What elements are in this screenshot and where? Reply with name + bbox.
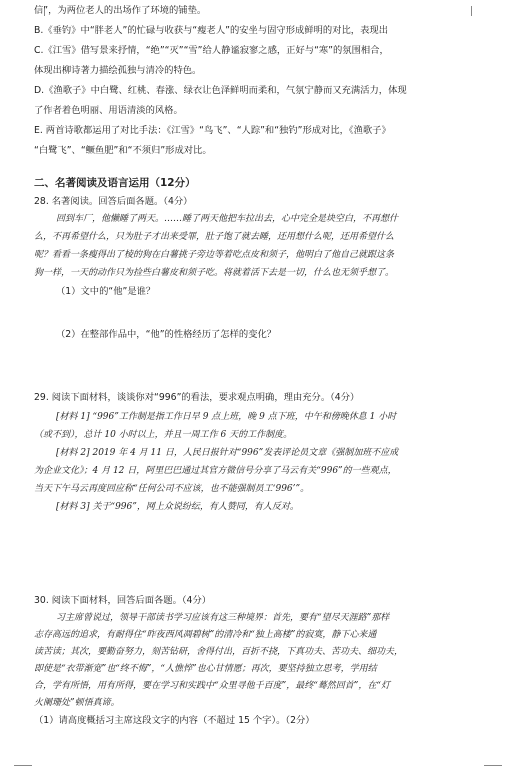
crop-mark [14, 765, 32, 780]
passage-line: 志存高远的追求，有耐得住“昨夜西风凋碧树”的清冷和“独上高楼”的寂寞，静下心来通 [34, 630, 377, 640]
option-line: “白鹭飞”、“鳜鱼肥”和“不须归”形成对比。 [34, 145, 212, 156]
crop-mark [484, 765, 502, 780]
passage-line: 么，不再希望什么，只为肚子才出来受罪，肚子饱了就去睡，还用想什么呢，还用希望什么 [34, 232, 395, 242]
passage-line: 火阑珊处”顿悟真谛。 [34, 698, 120, 708]
subquestion: （1）请高度概括习主席这段文字的内容（不超过 15 个字）。（2分） [34, 715, 315, 726]
passage-line: 即使是“衣带渐宽”也“终不悔”，“人憔悴”也心甘情愿；再次，要坚持独立思考，学用结 [34, 664, 377, 674]
passage-line: 合，学有所悟，用有所得，要在学习和实践中“众里寻他千百度”，最终“蓦然回首”，在“灯 [34, 681, 391, 691]
material-line: （或不到），总计 10 小时以上，并且一周工作 6 天的工作制度。 [34, 430, 293, 440]
question-29-title: 29. 阅读下面材料，谈谈你对“996”的看法，要求观点明确，理由充分。（4分） [34, 392, 360, 403]
option-line: 信”，为两位老人的出场作了环境的铺垫。 [34, 5, 207, 16]
passage-line: 呢？看看一条瘦得出了棱的狗在白薯挑子旁边等着吃点皮和须子，他明白了他自己就跟这条 [34, 250, 395, 260]
material-line: 为企业文化》；4 月 12 日，阿里巴巴通过其官方微信号分享了马云有关“996”的一些观点， [34, 466, 397, 476]
option-c: C.《江雪》借写景来抒情，“绝”“灭”“雪”给人静谧寂寥之感，正好与“寒”的氛围相合， [34, 45, 389, 56]
option-line: 了作者着色明丽、用语清淡的风格。 [34, 105, 183, 116]
passage-line: 习主席曾说过，领导干部读书学习应该有这三种境界：首先，要有“望尽天涯路”那样 [56, 613, 390, 623]
question-28-title: 28. 名著阅读。回答后面各题。（4分） [34, 196, 193, 207]
material-line: [材料 2] 2019 年 4 月 11 日，人民日报针对“996”发表评论员文章《强制加班不应成 [56, 448, 399, 458]
passage-line: 狗一样，一天的动作只为捡些白薯皮和须子吃。将就着活下去是一切，什么也无须乎想了。 [34, 268, 395, 278]
question-30-title: 30. 阅读下面材料，回答后面各题。（4分） [34, 595, 212, 606]
option-line: 体现出柳诗著力描绘孤独与清冷的特色。 [34, 65, 202, 76]
option-e: E. 两首诗歌都运用了对比手法：《江雪》“鸟飞”、“人踪”和“独钓”形成对比，《渔歌子》 [34, 125, 391, 136]
material-line: 当天下午马云再度回应称“任何公司不应该，也不能强制员工‘996’”。 [34, 484, 310, 494]
option-b: B.《垂钓》中“胖老人”的忙碌与收获与“瘦老人”的安坐与固守形成鲜明的对比，表现出 [34, 25, 388, 36]
passage-line: 回到车厂，他懒睡了两天。……睡了两天他把车拉出去，心中完全是块空白，不再想什 [56, 214, 399, 224]
subquestion: （2）在整部作品中，“他”的性格经历了怎样的变化？ [56, 329, 277, 340]
option-d: D.《渔歌子》中白鹭、红桃、春涨、绿衣让色泽鲜明而柔和，气氛宁静而又充满活力，体现 [34, 85, 407, 96]
material-line: [材料 1] “996”工作制是指工作日早 9 点上班，晚 9 点下班，中午和傍晚休息 1 小时 [56, 412, 397, 422]
material-line: [材料 3] 关于“996”，网上众说纷纭，有人赞同，有人反对。 [56, 502, 299, 512]
section-heading: 二、名著阅读及语言运用（12分） [34, 177, 196, 189]
passage-line: 读苦读；其次，要勤奋努力，刻苦钻研，舍得付出，百折不挠，下真功夫、苦功夫、细功夫， [34, 647, 404, 657]
subquestion: （1）文中的“他”是谁？ [56, 286, 156, 297]
